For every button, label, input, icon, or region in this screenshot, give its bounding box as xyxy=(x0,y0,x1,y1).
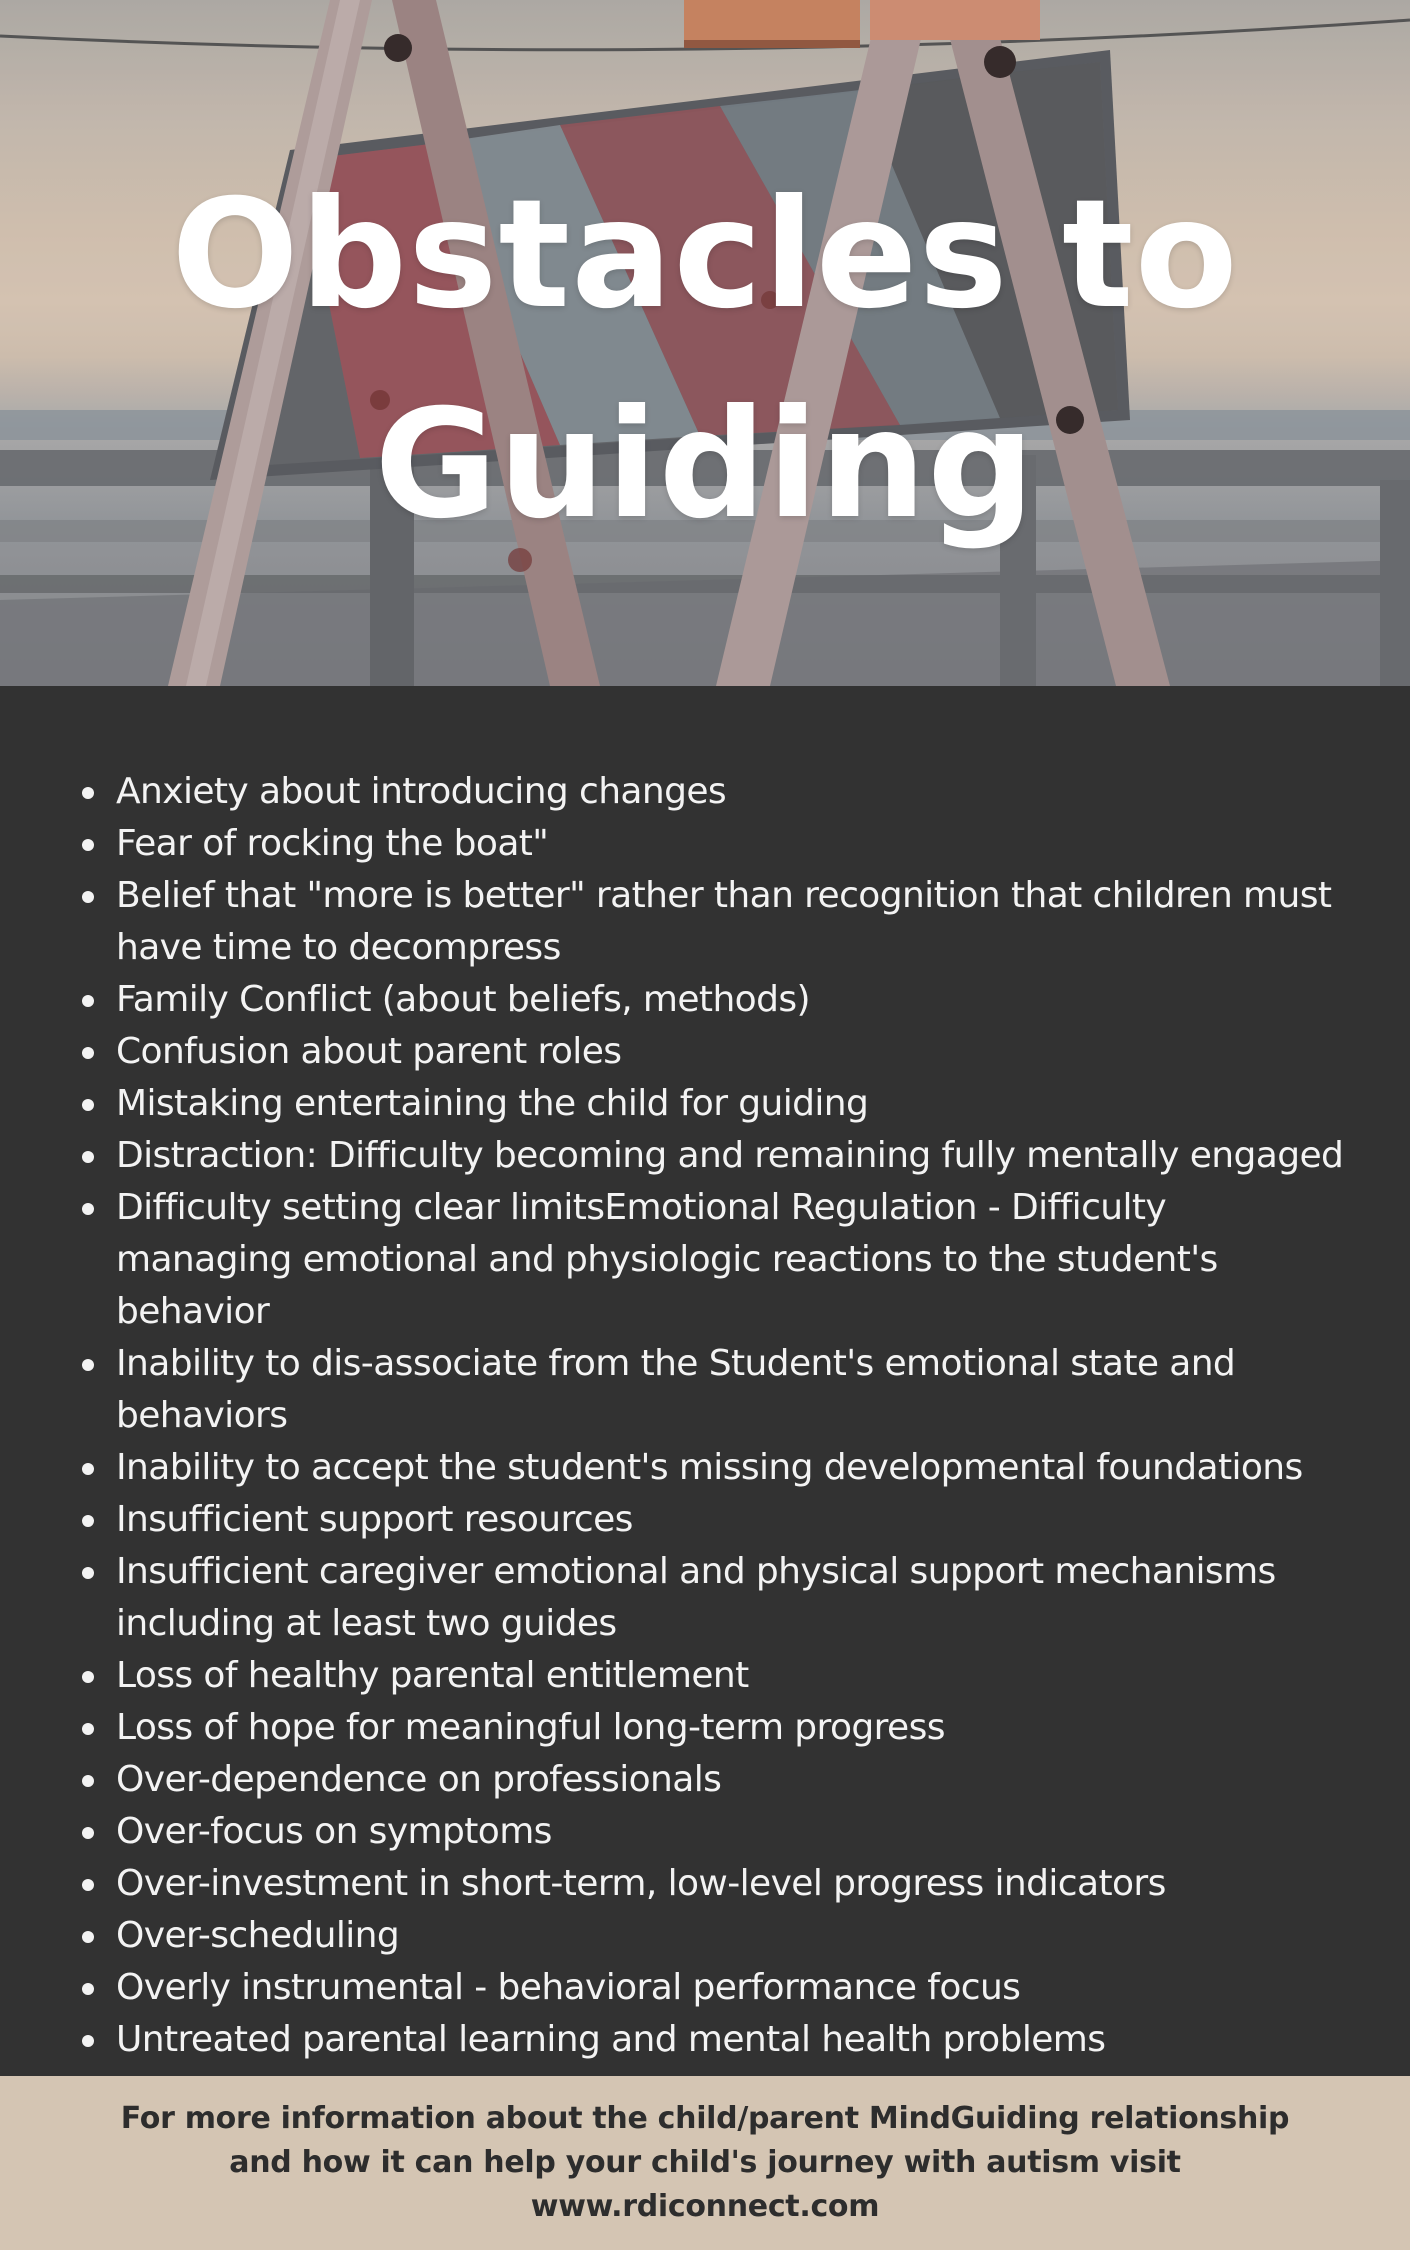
list-item: Difficulty setting clear limitsEmotional Regulation - Difficulty managing emotional and physiologic reactions to the student's behavior xyxy=(82,1182,1352,1338)
list-item: Mistaking entertaining the child for guiding xyxy=(82,1078,1352,1130)
list-item: Fear of rocking the boat" xyxy=(82,818,1352,870)
obstacles-list xyxy=(82,766,1352,2066)
list-item: Insufficient support resources xyxy=(82,1494,1352,1546)
list-item: Untreated parental learning and mental health problems xyxy=(82,2014,1352,2066)
hero-banner xyxy=(0,0,1410,686)
list-item: Over-scheduling xyxy=(82,1910,1352,1962)
list-item: Loss of healthy parental entitlement xyxy=(82,1650,1352,1702)
footer-text: For more information about the child/parent MindGuiding relationship and how it can help your child's journey with autism visit www.rdiconnect.com xyxy=(120,2101,1290,2224)
page-title-line-1: Obstacles to xyxy=(171,168,1239,342)
list-item: Loss of hope for meaningful long-term progress xyxy=(82,1702,1352,1754)
list-item: Anxiety about introducing changes xyxy=(82,766,1352,818)
list-item: Family Conflict (about beliefs, methods) xyxy=(82,974,1352,1026)
title-block xyxy=(0,0,1410,686)
list-item: Distraction: Difficulty becoming and remaining fully mentally engaged xyxy=(82,1130,1352,1182)
list-item: Inability to dis-associate from the Student's emotional state and behaviors xyxy=(82,1338,1352,1442)
list-item: Overly instrumental - behavioral performance focus xyxy=(82,1962,1352,2014)
page-title-line-2: Guiding xyxy=(374,378,1036,552)
list-item: Belief that "more is better" rather than recognition that children must have time to decompress xyxy=(82,870,1352,974)
list-item: Over-dependence on professionals xyxy=(82,1754,1352,1806)
obstacles-section xyxy=(0,686,1410,2076)
list-item: Confusion about parent roles xyxy=(82,1026,1352,1078)
list-item: Insufficient caregiver emotional and physical support mechanisms including at least two guides xyxy=(82,1546,1352,1650)
list-item: Over-focus on symptoms xyxy=(82,1806,1352,1858)
list-item: Over-investment in short-term, low-level progress indicators xyxy=(82,1858,1352,1910)
list-item: Inability to accept the student's missing developmental foundations xyxy=(82,1442,1352,1494)
footer-banner xyxy=(0,2076,1410,2250)
